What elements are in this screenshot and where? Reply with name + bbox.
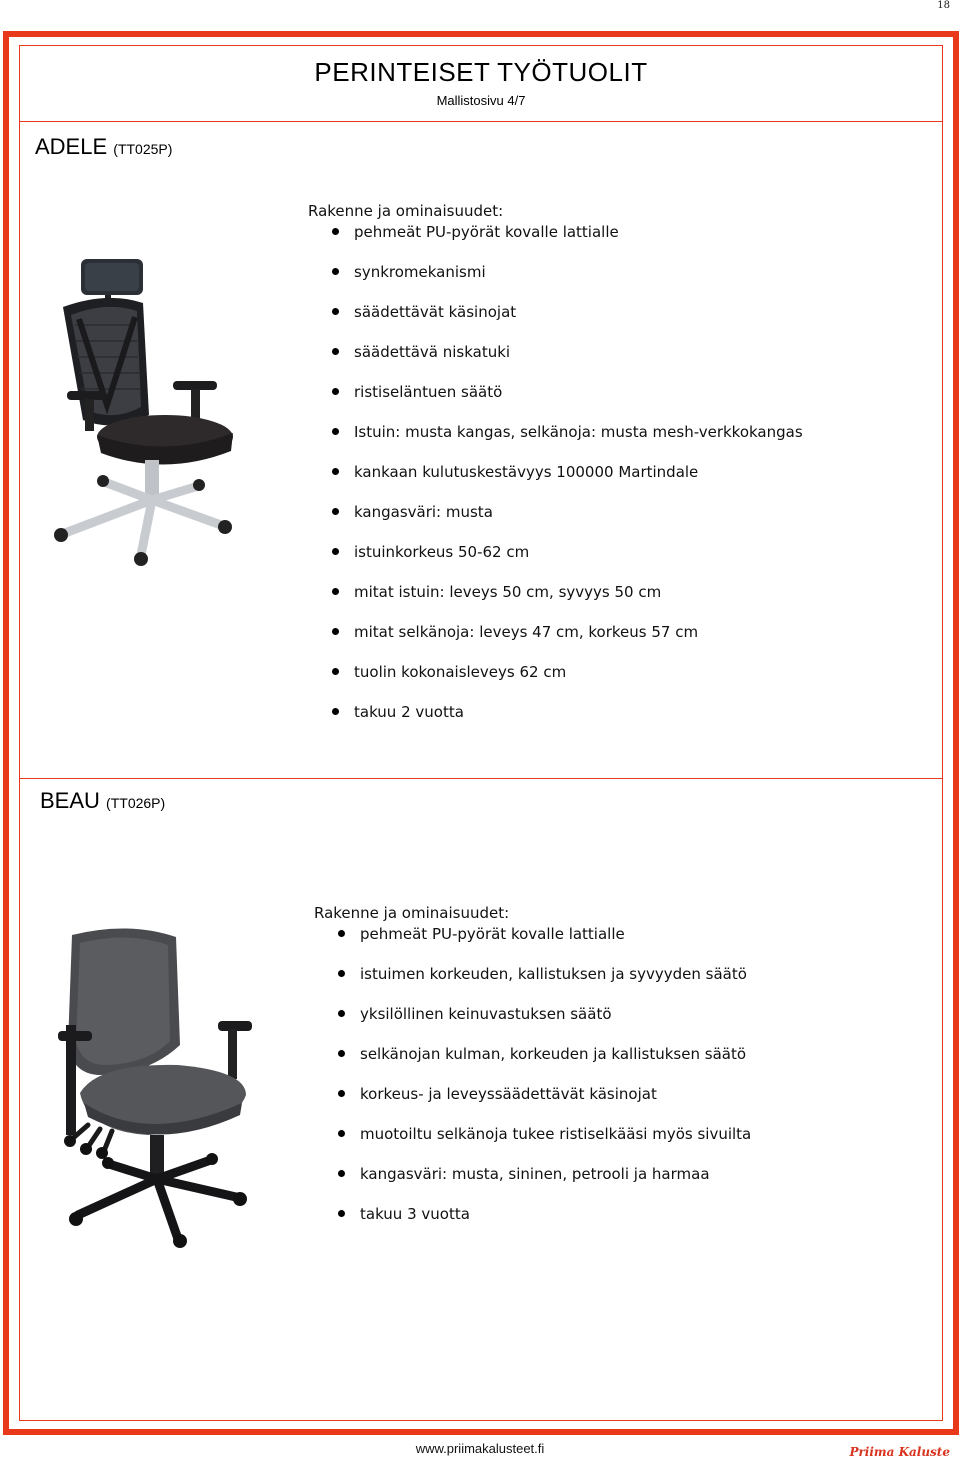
footer-url: www.priimakalusteet.fi (415, 1441, 545, 1456)
list-item (332, 502, 803, 542)
list-item (332, 702, 803, 742)
product-code: (TT025P) (113, 141, 173, 157)
feature-text: säädettävä niskatuki (354, 343, 511, 361)
list-item (332, 262, 803, 302)
bullet-icon (332, 308, 339, 315)
features-heading: Rakenne ja ominaisuudet: (308, 202, 504, 220)
feature-text: yksilöllinen keinuvastuksen säätö (360, 1005, 612, 1023)
list-item (338, 1204, 751, 1244)
feature-text: takuu 2 vuotta (354, 703, 464, 721)
feature-text: säädettävät käsinojat (354, 303, 517, 321)
feature-text: Istuin: musta kangas, selkänoja: musta mesh-verkkokangas (354, 423, 803, 441)
feature-text: takuu 3 vuotta (360, 1205, 470, 1223)
list-item (332, 462, 803, 502)
features-heading: Rakenne ja ominaisuudet: (314, 904, 510, 922)
product-title-beau (40, 788, 165, 814)
bullet-icon (332, 468, 339, 475)
feature-text: kangasväri: musta (354, 503, 493, 521)
bullet-icon (332, 428, 339, 435)
feature-text: korkeus- ja leveyssäädettävät käsinojat (360, 1085, 657, 1103)
product-name: ADELE (35, 134, 108, 159)
bullet-icon (338, 1010, 345, 1017)
feature-text: synkromekanismi (354, 263, 486, 281)
list-item (332, 662, 803, 702)
bullet-icon (338, 930, 345, 937)
bullet-icon (332, 268, 339, 275)
list-item (338, 964, 751, 1004)
feature-text: istuimen korkeuden, kallistuksen ja syvyyden säätö (360, 965, 747, 983)
bullet-icon (338, 1210, 345, 1217)
product-code: (TT026P) (106, 795, 166, 811)
bullet-icon (332, 668, 339, 675)
bullet-icon (338, 1050, 345, 1057)
bullet-icon (338, 1170, 345, 1177)
feature-text: istuinkorkeus 50-62 cm (354, 543, 530, 561)
bullet-icon (338, 1090, 345, 1097)
bullet-icon (332, 588, 339, 595)
bullet-icon (332, 628, 339, 635)
list-item (332, 422, 803, 462)
feature-text: pehmeät PU-pyörät kovalle lattialle (360, 925, 625, 943)
list-item (332, 302, 803, 342)
feature-text: muotoiltu selkänoja tukee ristiselkääsi myös sivuilta (360, 1125, 752, 1143)
bullet-icon (332, 348, 339, 355)
list-item (332, 222, 803, 262)
feature-text: selkänojan kulman, korkeuden ja kallistuksen säätö (360, 1045, 747, 1063)
feature-text: mitat istuin: leveys 50 cm, syvyys 50 cm (354, 583, 662, 601)
list-item (338, 1004, 751, 1044)
page-number: 18 (937, 0, 950, 11)
list-item (332, 622, 803, 662)
header-divider (20, 121, 942, 122)
beau-chair-image (58, 925, 258, 1250)
list-item (338, 1084, 751, 1124)
adele-chair-image (45, 255, 240, 570)
feature-text: kankaan kulutuskestävyys 100000 Martindale (354, 463, 699, 481)
list-item (332, 342, 803, 382)
list-item (338, 1124, 751, 1164)
list-item (338, 924, 751, 964)
product-title-adele (35, 134, 172, 160)
page-subtitle: Mallistosivu 4/7 (436, 93, 526, 108)
feature-text: pehmeät PU-pyörät kovalle lattialle (354, 223, 619, 241)
feature-text: mitat selkänoja: leveys 47 cm, korkeus 57 cm (354, 623, 699, 641)
list-item (338, 1044, 751, 1084)
page-title: PERINTEISET TYÖTUOLIT (314, 57, 648, 87)
list-item (332, 382, 803, 422)
bullet-icon (338, 1130, 345, 1137)
bullet-icon (332, 388, 339, 395)
feature-text: tuolin kokonaisleveys 62 cm (354, 663, 567, 681)
bullet-icon (332, 228, 339, 235)
bullet-icon (332, 548, 339, 555)
section-divider (20, 778, 942, 779)
list-item (332, 542, 803, 582)
feature-text: ristiseläntuen säätö (354, 383, 503, 401)
feature-list-beau (338, 924, 751, 1244)
bullet-icon (332, 708, 339, 715)
feature-text: kangasväri: musta, sininen, petrooli ja harmaa (360, 1165, 710, 1183)
list-item (338, 1164, 751, 1204)
feature-list-adele (332, 222, 803, 742)
list-item (332, 582, 803, 622)
brand-logo: Priima Kaluste (849, 1445, 950, 1459)
bullet-icon (332, 508, 339, 515)
product-name: BEAU (40, 788, 100, 813)
bullet-icon (338, 970, 345, 977)
